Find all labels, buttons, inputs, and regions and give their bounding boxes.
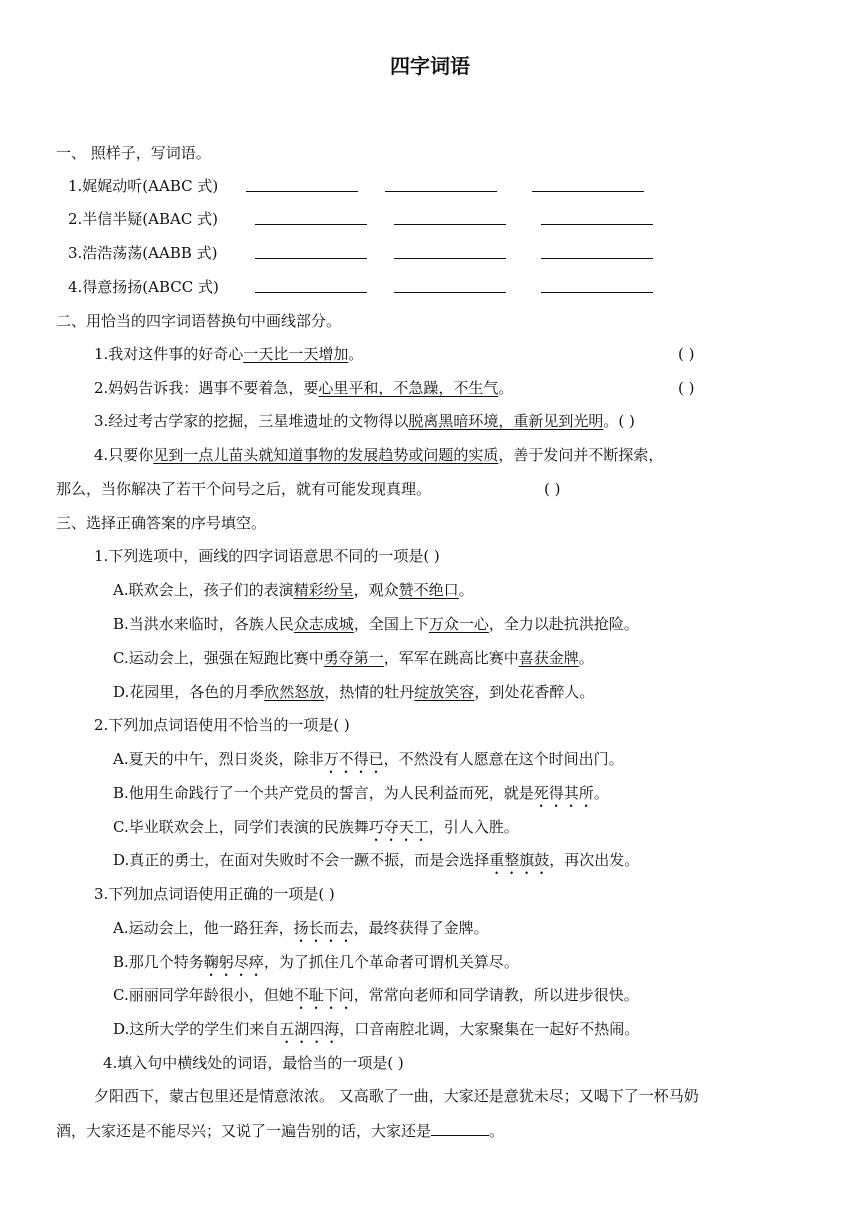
text: 。 [593,784,609,802]
s2-question-3 [94,410,635,432]
underlined-phrase: 欣然怒放 [264,683,325,701]
text: A.联欢会上，孩子们的表演 [113,581,294,599]
underlined-phrase: 喜获金牌 [518,649,579,667]
s2-question-2 [94,377,513,399]
text: B.他用生命践行了一个共产党员的誓言，为人民利益而死，就是 [113,784,534,802]
blank[interactable] [394,208,506,225]
text: ，热情的牡丹 [324,683,415,701]
underlined-phrase: 万众一心 [428,615,489,633]
text: 。( ) [603,412,635,430]
text: 酒，大家还是不能尽兴；又说了一遍告别的话，大家还是 [56,1122,432,1140]
s2-question-4-cont: 那么，当你解决了若干个问号之后，就有可能发现真理。 [56,480,432,498]
blank[interactable] [255,208,367,225]
text: 3.经过考古学家的挖掘，三星堆遗址的文物得以 [94,412,409,430]
s3-q3-stem: 3.下列加点词语使用正确的一项是( ) [94,885,335,903]
fill-in-blank[interactable] [431,1119,489,1136]
option-d[interactable] [113,681,594,703]
blank[interactable] [541,208,653,225]
s2-question-1 [94,343,363,365]
text: ，引人入胜。 [428,818,519,836]
underlined-phrase: 精彩纷呈 [293,581,354,599]
answer-paren[interactable]: ( ) [678,345,695,363]
blank[interactable] [255,242,367,259]
s1-item-2-label: 2.半信半疑(ABAC 式) [68,210,218,228]
underlined-phrase: 绽放笑容 [414,683,475,701]
option-b[interactable] [113,951,519,980]
text: 。 [498,379,514,397]
s3-q2-stem: 2.下列加点词语使用不恰当的一项是( ) [94,716,350,734]
option-d[interactable] [113,1018,639,1047]
text: D.真正的勇士，在面对失败时不会一蹶不振，而是会选择 [113,851,490,869]
dotted-phrase: 鞠躬尽瘁 [203,953,264,971]
s3-q4-stem: 4.填入句中横线处的词语，最恰当的一项是( ) [103,1054,404,1072]
s1-item-3 [68,242,218,264]
answer-paren[interactable]: ( ) [544,480,561,498]
text: 。 [578,649,594,667]
dotted-phrase: 死得其所 [533,784,594,802]
blank[interactable] [385,175,497,192]
option-d[interactable] [113,849,639,878]
option-b[interactable] [113,782,609,811]
option-c[interactable] [113,816,519,845]
section-1-heading: 一、 照样子，写词语。 [56,144,211,162]
text: ，全国上下 [353,615,429,633]
blank[interactable] [532,175,644,192]
text: 4.只要你 [94,446,154,464]
text: ，再次出发。 [549,851,640,869]
text: A.夏天的中午，烈日炎炎，除非 [113,750,324,768]
s3-q4-passage-line-2 [56,1119,504,1142]
option-c[interactable] [113,984,639,1013]
underlined-phrase: 心里平和，不急躁，不生气 [318,379,499,397]
s2-question-4 [94,444,663,466]
option-c[interactable] [113,647,594,669]
underlined-phrase: 众志成城 [293,615,354,633]
blank[interactable] [255,276,367,293]
text: 2.妈妈告诉我：遇事不要着急，要 [94,379,319,397]
text: D.这所大学的学生们来自 [113,1020,280,1038]
text: 。 [348,345,364,363]
dotted-phrase: 巧夺天工 [368,818,429,836]
underlined-phrase: 见到一点儿苗头就知道事物的发展趋势或问题的实质 [153,446,499,464]
dotted-phrase: 扬长而去 [293,919,354,937]
s1-item-4 [68,276,219,298]
text: ，观众 [353,581,399,599]
blank[interactable] [246,175,358,192]
s3-q1-stem: 1.下列选项中，画线的四字词语意思不同的一项是( ) [94,547,440,565]
text: 。 [489,1122,505,1140]
s3-q4-passage-line-1: 夕阳西下，蒙古包里还是情意浓浓。 又高歌了一曲，大家还是意犹未尽；又喝下了一杯马奶 [94,1087,699,1105]
blank[interactable] [541,276,653,293]
text: ，全力以赴抗洪抢险。 [488,615,639,633]
s1-item-1-label: 1.娓娓动听(AABC 式) [68,177,219,195]
text: ，最终获得了金牌。 [353,919,489,937]
text: 1.我对这件事的好奇心 [94,345,244,363]
text: ，常常向老师和同学请教，所以进步很快。 [353,986,639,1004]
underlined-phrase: 赞不绝口 [398,581,459,599]
text: C.运动会上，强强在短跑比赛中 [113,649,324,667]
option-b[interactable] [113,613,639,635]
page-title: 四字词语 [390,54,470,78]
text: C.丽丽同学年龄很小，但她 [113,986,294,1004]
underlined-phrase: 勇夺第一 [323,649,384,667]
text: A.运动会上，他一路狂奔， [113,919,294,937]
text: ，不然没有人愿意在这个时间出门。 [383,750,624,768]
s1-item-2 [68,208,218,230]
option-a[interactable] [113,579,474,601]
section-3-heading: 三、选择正确答案的序号填空。 [56,514,267,532]
underlined-phrase: 一天比一天增加 [243,345,349,363]
dotted-phrase: 五湖四海 [279,1020,340,1038]
text: D.花园里，各色的月季 [113,683,265,701]
answer-paren[interactable]: ( ) [678,379,695,397]
section-2-heading: 二、用恰当的四字词语替换句中画线部分。 [56,312,342,330]
text: 。 [458,581,474,599]
text: B.那几个特务 [113,953,204,971]
dotted-phrase: 万不得已 [323,750,384,768]
text: C.毕业联欢会上，同学们表演的民族舞 [113,818,369,836]
dotted-phrase: 重整旗鼓 [489,851,550,869]
blank[interactable] [394,276,506,293]
text: B.当洪水来临时，各族人民 [113,615,294,633]
option-a[interactable] [113,917,489,946]
blank[interactable] [394,242,506,259]
text: ，为了抓住几个革命者可谓机关算尽。 [263,953,519,971]
text: ，口音南腔北调，大家聚集在一起好不热闹。 [339,1020,640,1038]
text: ，善于发问并不断探索， [498,446,664,464]
option-a[interactable] [113,748,624,777]
dotted-phrase: 不耻下问 [293,986,354,1004]
text: ，军军在跳高比赛中 [383,649,519,667]
underlined-phrase: 脱离黑暗环境，重新见到光明 [408,412,604,430]
blank[interactable] [541,242,653,259]
s1-item-3-label: 3.浩浩荡荡(AABB 式) [68,244,218,262]
s1-item-1 [68,175,218,197]
text: ，到处花香醉人。 [474,683,595,701]
s1-item-4-label: 4.得意扬扬(ABCC 式) [68,278,219,296]
